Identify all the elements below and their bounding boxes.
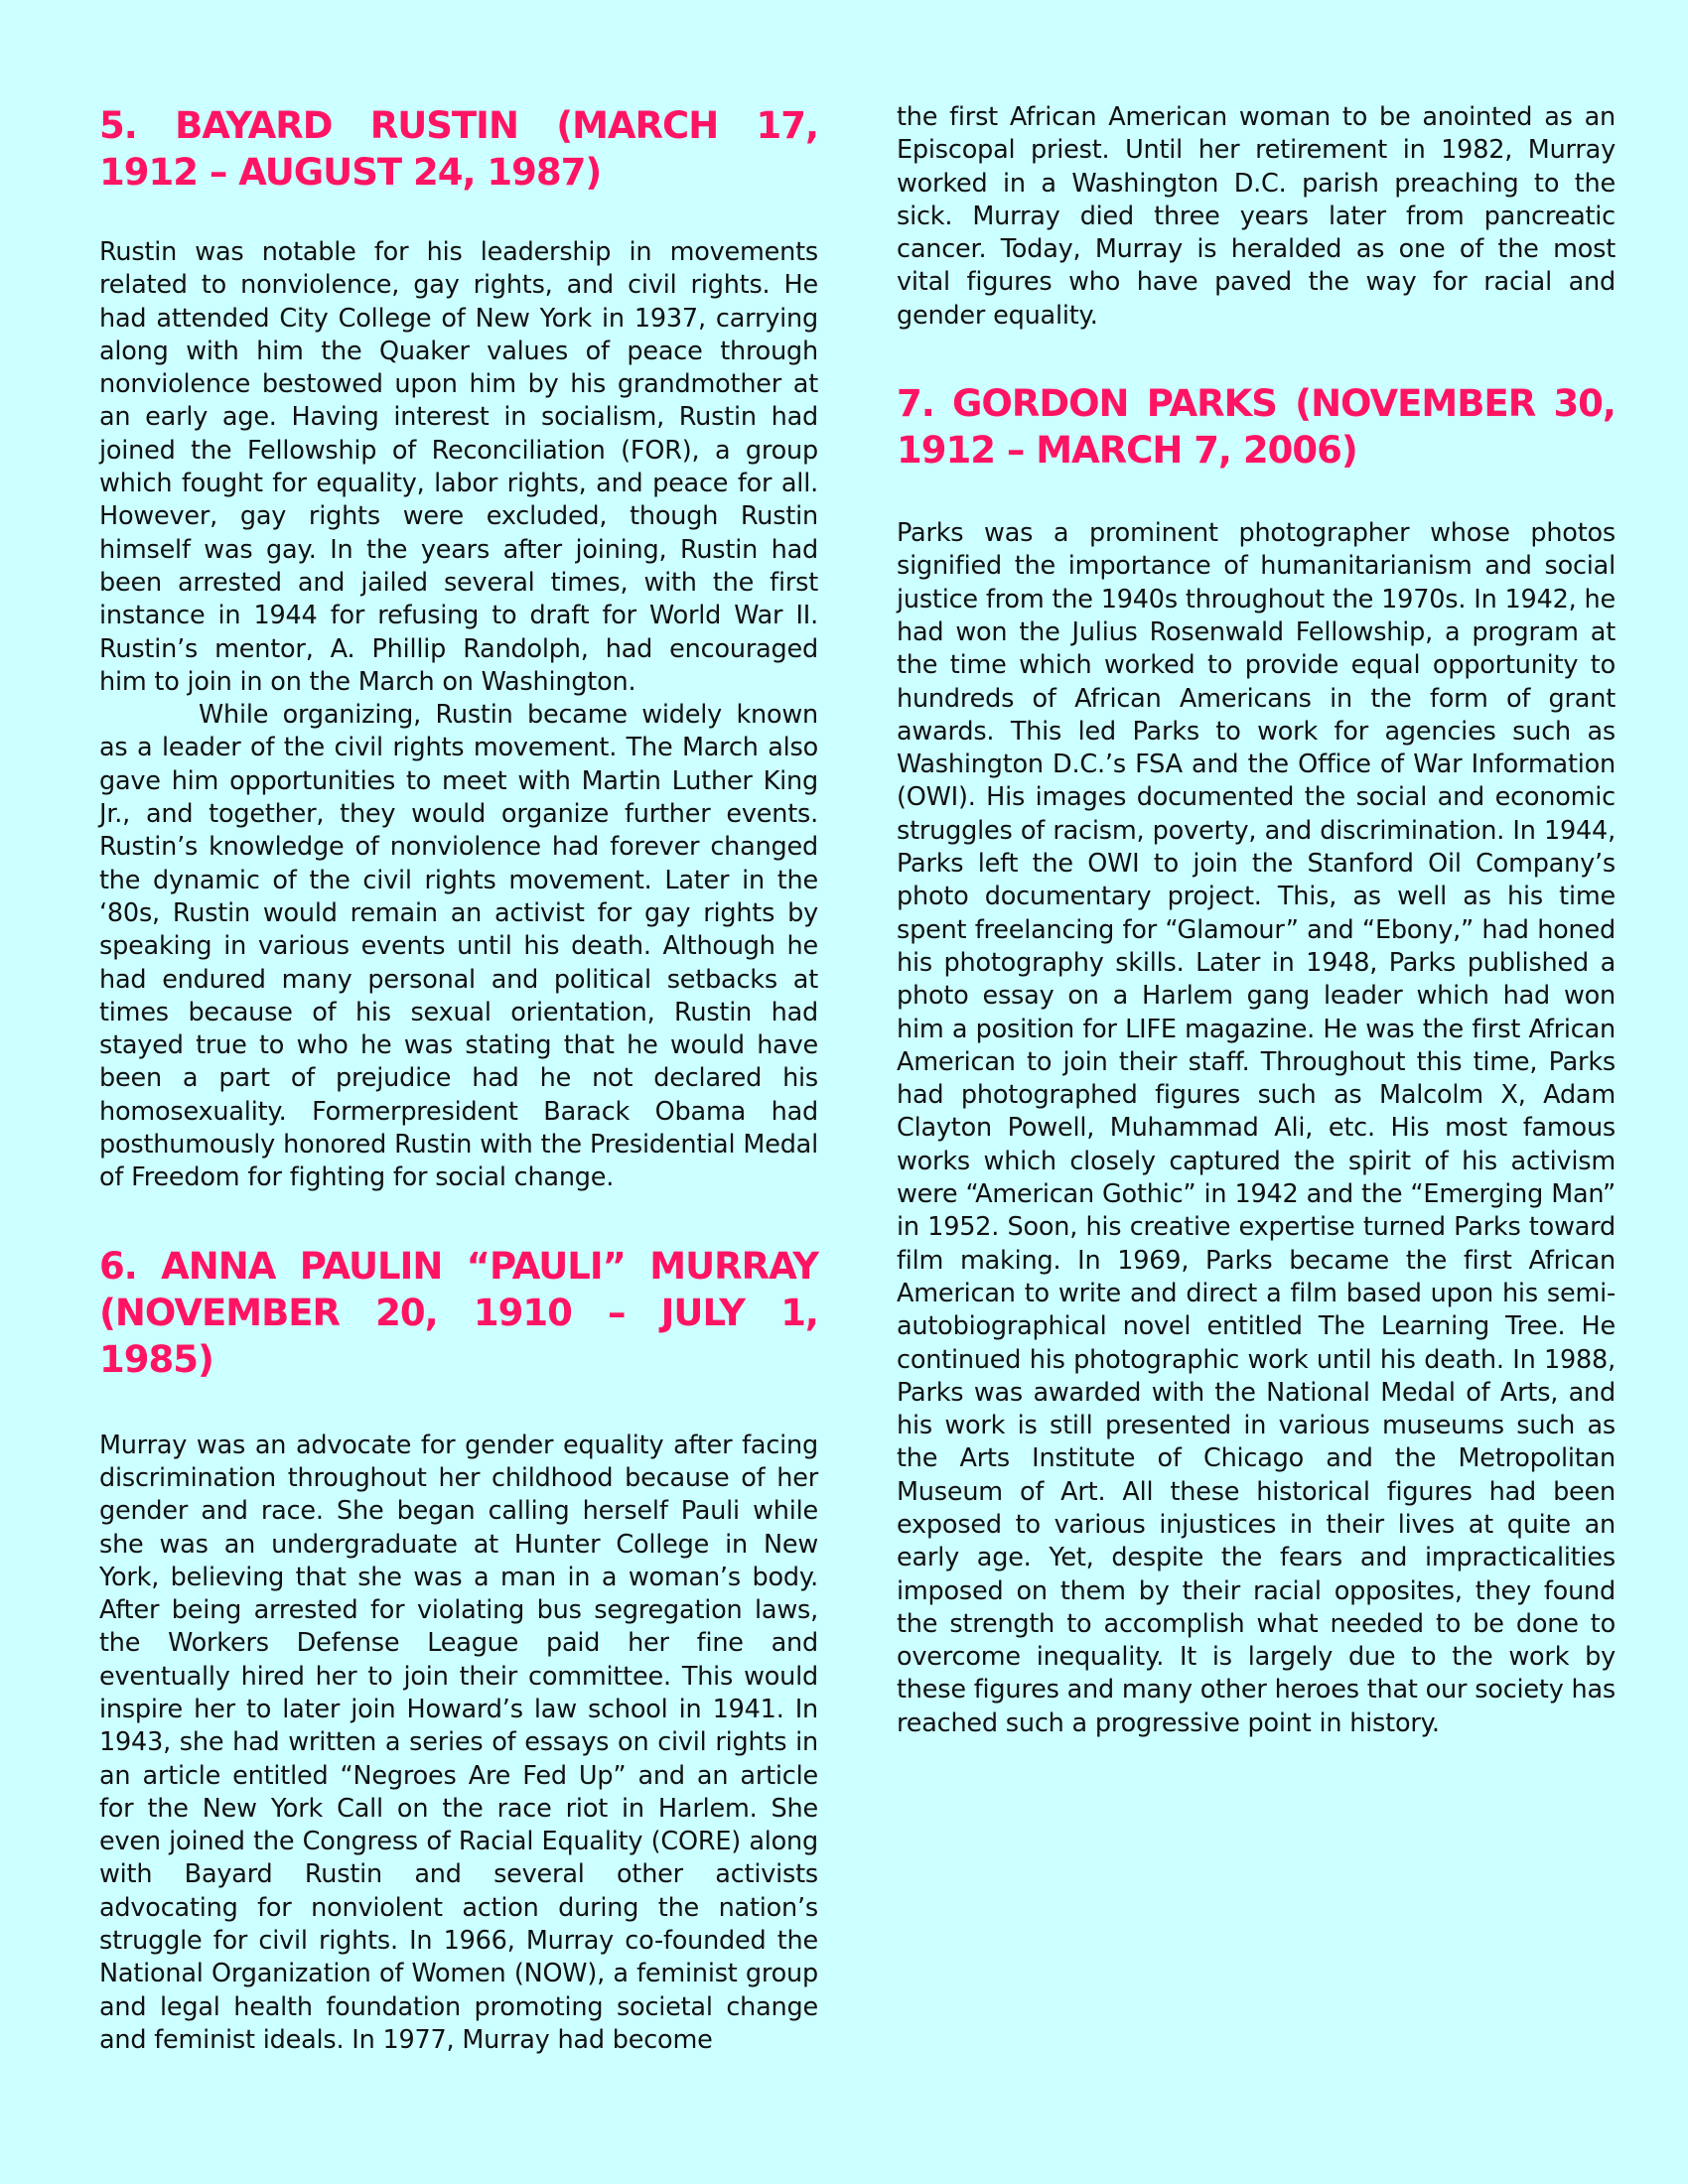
section-7-paragraph-1: Parks was a prominent photographer whose photos signified the importance of humanitarianism and social justice from the 1940s throughout the 1970s. In 1942, he had won the Julius Rosenwald Fellowship, a program at the time which worked to provide equal opportunity to hundreds of African Americans in the form of grant awards. This led Parks to work for agencies such as Washington D.C.’s FSA and the Office of War Information (OWI). His images documented the social and economic struggles of racism, poverty, and discrimination. In 1944, Parks left the OWI to join the Stanford Oil Company’s photo documentary project. This, as well as his time spent freelancing for “Glamour” and “Ebony,” had honed his photography skills. Later in 1948, Parks published a photo essay on a Harlem gang leader which had won him a position for LIFE magazine. He was the first African American to join their staff. Throughout this time, Parks had photographed figures such as Malcolm X, Adam Clayton Powell, Muhammad Ali, etc. His most famous works which closely captured the spirit of his activism were “American Gothic” in 1942 and the “Emerging Man” in 1952. Soon, his creative expertise turned Parks toward film making. In 1969, Parks became the first African American to write and direct a film based upon his semi-autobiographical novel entitled The Learning Tree. He continued his photographic work until his death. In 1988, Parks was awarded with the National Medal of Arts, and his work is still presented in various museums such as the Arts Institute of Chicago and the Metropolitan Museum of Art. All these historical figures had been exposed to various injustices in their lives at quite an early age. Yet, despite the fears and impracticalities imposed on them by their racial opposites, they found the strength to accomplish what needed to be done to overcome inequality. It is largely due to the work by these figures and many other heroes that our society has reached such a progressive point in history. [897, 518, 1616, 1738]
section-5-heading: 5. BAYARD RUSTIN (MARCH 17, 1912 – AUGUST 24, 1987) [99, 104, 818, 194]
section-6-continuation: the first African American woman to be anointed as an Episcopal priest. Until her retirement in 1982, Murray worked in a Washington D.C. parish preaching to the sick. Murray died three years later from pancreatic cancer. Today, Murray is heralded as one of the most vital figures who have paved the way for racial and gender equality. [897, 102, 1616, 331]
right-column [897, 0, 1616, 1740]
section-5-paragraph-1: Rustin was notable for his leadership in movements related to nonviolence, gay rights, and civil rights. He had attended City College of New York in 1937, carrying along with him the Quaker values of peace through nonviolence bestowed upon him by his grandmother at an early age. Having interest in socialism, Rustin had joined the Fellowship of Reconciliation (FOR), a group which fought for equality, labor rights, and peace for all. However, gay rights were excluded, though Rustin himself was gay. In the years after joining, Rustin had been arrested and jailed several times, with the first instance in 1944 for refusing to draft for World War II. Rustin’s mentor, A. Phillip Randolph, had encouraged him to join in on the March on Washington. [99, 237, 818, 697]
section-7-heading: 7. GORDON PARKS (NOVEMBER 30, 1912 – MARCH 7, 2006) [897, 382, 1616, 473]
left-column [99, 0, 818, 2057]
section-6-heading: 6. ANNA PAULIN “PAULI” MURRAY (NOVEMBER 20, 1910 – JULY 1, 1985) [99, 1244, 818, 1381]
section-5-paragraph-2: While organizing, Rustin became widely known as a leader of the civil rights movement. The March also gave him opportunities to meet with Martin Luther King Jr., and together, they would organize further events. Rustin’s knowledge of nonviolence had forever changed the dynamic of the civil rights movement. Later in the ‘80s, Rustin would remain an activist for gay rights by speaking in various events until his death. Although he had endured many personal and political setbacks at times because of his sexual orientation, Rustin had stayed true to who he was stating that he would have been a part of prejudice had he not declared his homosexuality. Formerpresident Barack Obama had posthumously honored Rustin with the Presidential Medal of Freedom for fighting for social change. [99, 700, 818, 1193]
section-6-paragraph-1: Murray was an advocate for gender equality after facing discrimination throughout her childhood because of her gender and race. She began calling herself Pauli while she was an undergraduate at Hunter College in New York, believing that she was a man in a woman’s body. After being arrested for violating bus segregation laws, the Workers Defense League paid her fine and eventually hired her to join their committee. This would inspire her to later join Howard’s law school in 1941. In 1943, she had written a series of essays on civil rights in an article entitled “Negroes Are Fed Up” and an article for the New York Call on the race riot in Harlem. She even joined the Congress of Racial Equality (CORE) along with Bayard Rustin and several other activists advocating for nonviolent action during the nation’s struggle for civil rights. In 1966, Murray co-founded the National Organization of Women (NOW), a feminist group and legal health foundation promoting societal change and feminist ideals. In 1977, Murray had become [99, 1430, 818, 2055]
